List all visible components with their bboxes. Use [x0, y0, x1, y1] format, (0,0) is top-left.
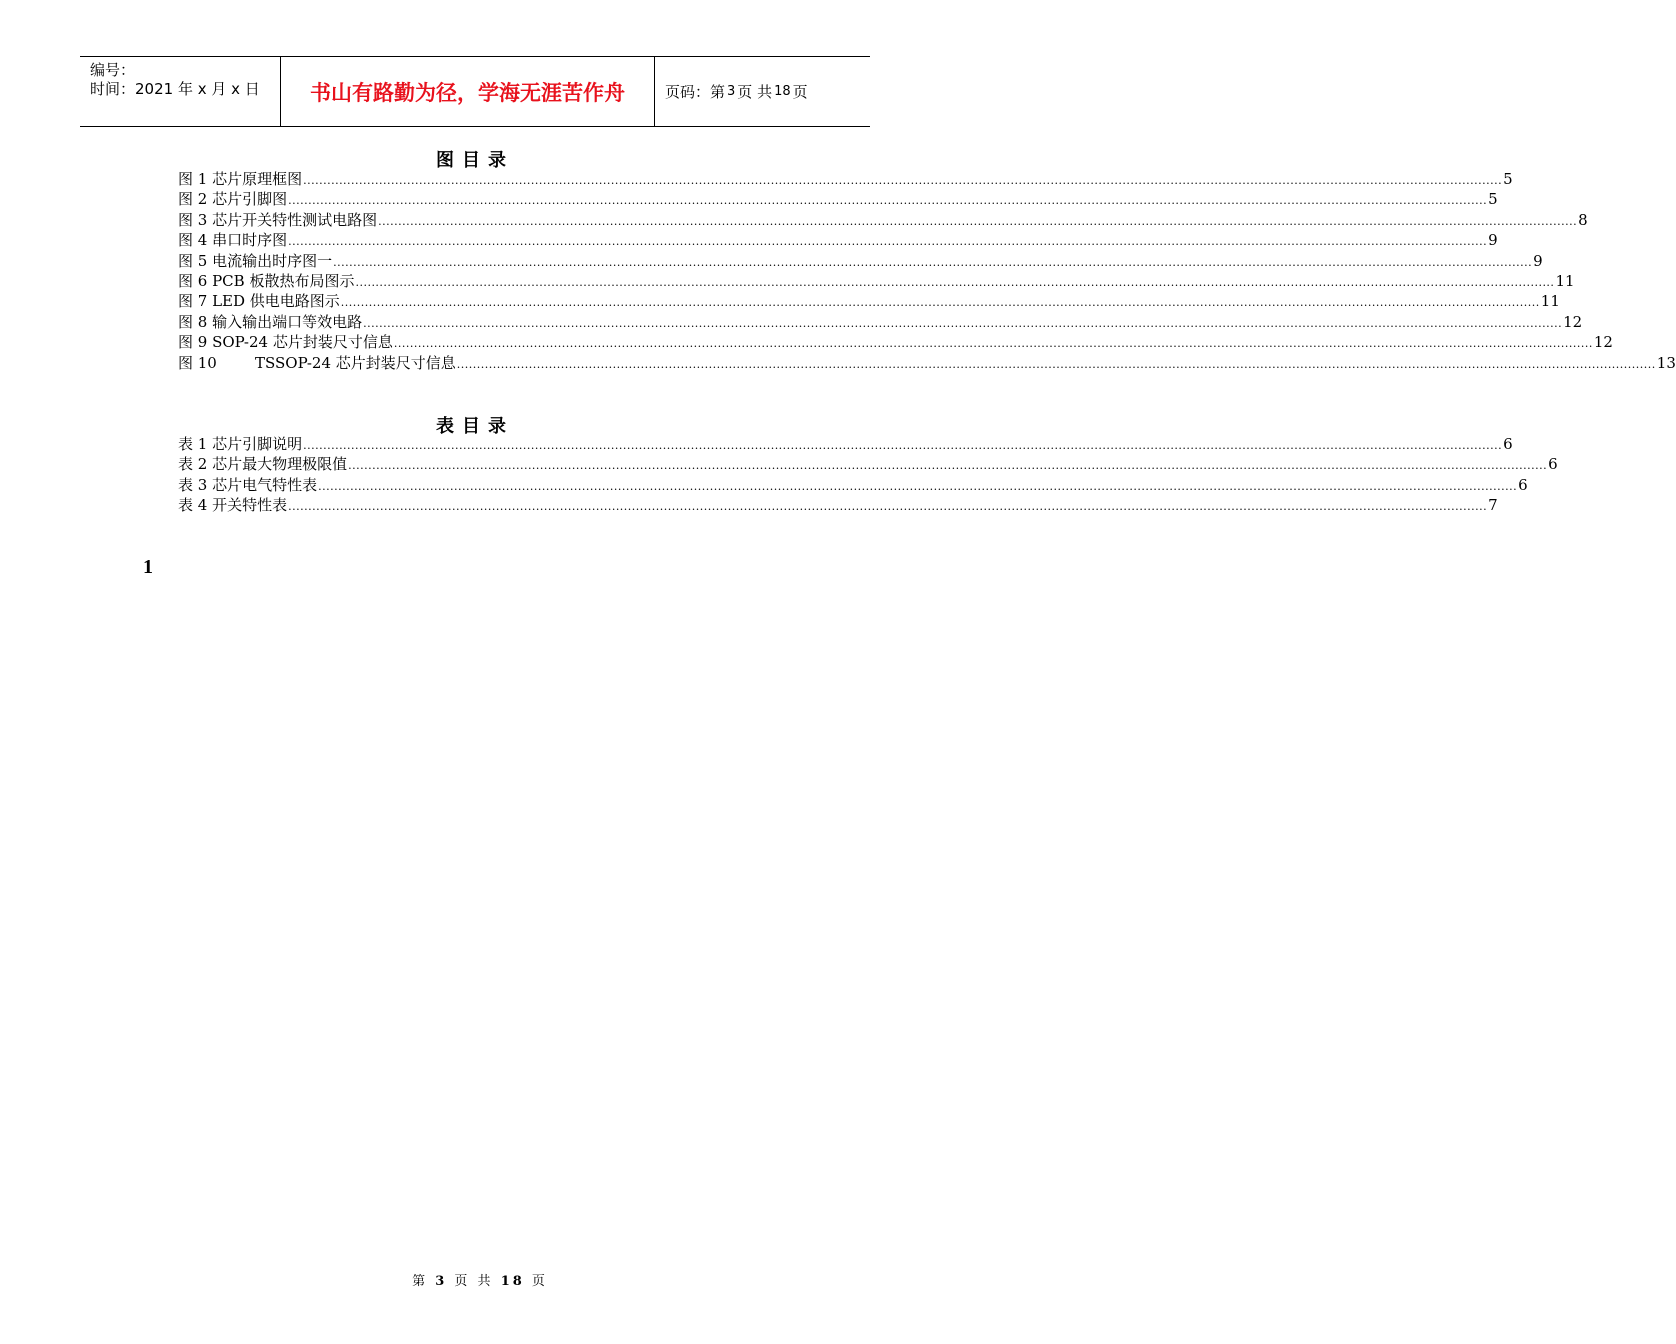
toc-entry-label: 表 3 芯片电气特性表	[178, 475, 318, 494]
toc-entry-label: 图 7 LED 供电电路图示	[178, 292, 340, 311]
footer-mid: 页 共	[454, 1274, 494, 1289]
toc-entry-label: 图 6 PCB 板散热布局图示	[178, 271, 355, 290]
footer-suffix: 页	[531, 1274, 548, 1289]
document-number-label: 编号：	[90, 61, 136, 79]
toc-entry-label: 图 4 串口时序图	[178, 231, 288, 250]
footer-page-current: 3	[435, 1274, 448, 1289]
toc-entry-page: 7	[1488, 496, 1498, 515]
toc-entry[interactable]	[178, 169, 1513, 189]
toc-entry[interactable]	[178, 230, 1498, 250]
page-header	[80, 56, 870, 127]
toc-entry[interactable]	[178, 495, 1498, 515]
toc-entry-page: 6	[1548, 455, 1558, 474]
toc-leader-dots: ............................................................................................................................................................................................................................................................................................................	[363, 316, 1563, 330]
chapter-number: 1	[143, 556, 153, 578]
header-page-info	[655, 57, 870, 126]
toc-entry-label: 图 3 芯片开关特性测试电路图	[178, 210, 378, 229]
toc-entry-page: 13	[1656, 353, 1676, 372]
header-page-prefix: 页码：第	[665, 83, 726, 101]
header-motto: 书山有路勤为径，学海无涯苦作舟	[281, 57, 655, 126]
toc-leader-dots: ............................................................................................................................................................................................................................................................................................................	[303, 174, 1503, 187]
toc-leader-dots: ............................................................................................................................................................................................................................................................................................................	[378, 214, 1578, 228]
toc-entry-label: 图 8 输入输出端口等效电路	[178, 312, 363, 331]
toc-entry[interactable]	[178, 251, 1543, 271]
toc-leader-dots: ............................................................................................................................................................................................................................................................................................................	[333, 255, 1533, 269]
toc-entry-page: 5	[1488, 190, 1498, 209]
footer-prefix: 第	[412, 1274, 429, 1289]
toc-entry-page: 8	[1578, 210, 1588, 229]
toc-entry-page: 11	[1540, 292, 1560, 311]
header-page-suffix: 页	[792, 83, 808, 101]
toc-entry[interactable]	[178, 454, 1558, 474]
toc-leader-dots: ............................................................................................................................................................................................................................................................................................................	[303, 439, 1503, 452]
toc-entry-label: 表 4 开关特性表	[178, 496, 288, 515]
document-time-label: 时间：2021 年 x 月 x 日	[90, 80, 260, 98]
toc-leader-dots: ............................................................................................................................................................................................................................................................................................................	[340, 296, 1540, 310]
toc-leader-dots: ............................................................................................................................................................................................................................................................................................................	[393, 337, 1593, 351]
toc-leader-dots: ............................................................................................................................................................................................................................................................................................................	[288, 500, 1488, 514]
page-footer	[0, 1270, 950, 1289]
toc-entry-label: 图 9 SOP-24 芯片封装尺寸信息	[178, 333, 393, 352]
table-list-title: 表目录	[436, 416, 514, 437]
toc-entry[interactable]	[178, 475, 1528, 495]
header-meta	[80, 57, 281, 126]
figure-list	[178, 169, 1676, 373]
toc-entry-page: 12	[1563, 312, 1583, 331]
toc-entry-label: 图 2 芯片引脚图	[178, 190, 288, 209]
toc-entry-page: 6	[1503, 435, 1513, 453]
toc-leader-dots: ............................................................................................................................................................................................................................................................................................................	[348, 459, 1548, 473]
toc-entry[interactable]	[178, 434, 1513, 454]
toc-entry[interactable]	[178, 312, 1583, 332]
toc-entry-page: 12	[1593, 333, 1613, 352]
toc-entry[interactable]	[178, 291, 1560, 311]
toc-entry-label: 图 10 TSSOP-24 芯片封装尺寸信息	[178, 353, 456, 372]
toc-entry-label: 表 1 芯片引脚说明	[178, 435, 303, 453]
toc-entry[interactable]	[178, 332, 1613, 352]
toc-entry-page: 9	[1533, 251, 1543, 270]
header-page-total: 18	[774, 84, 791, 99]
toc-leader-dots: ............................................................................................................................................................................................................................................................................................................	[288, 194, 1488, 208]
toc-entry[interactable]	[178, 189, 1498, 209]
table-list	[178, 434, 1558, 516]
footer-page-total: 18	[500, 1274, 525, 1289]
toc-entry-page: 9	[1488, 231, 1498, 250]
toc-leader-dots: ............................................................................................................................................................................................................................................................................................................	[288, 235, 1488, 249]
toc-entry[interactable]	[178, 353, 1676, 373]
toc-leader-dots: ............................................................................................................................................................................................................................................................................................................	[355, 275, 1555, 289]
toc-entry-label: 图 1 芯片原理框图	[178, 170, 303, 188]
toc-entry-page: 11	[1555, 271, 1575, 290]
toc-entry[interactable]	[178, 210, 1588, 230]
toc-entry-label: 表 2 芯片最大物理极限值	[178, 455, 348, 474]
toc-leader-dots: ............................................................................................................................................................................................................................................................................................................	[456, 357, 1656, 371]
toc-entry-label: 图 5 电流输出时序图一	[178, 251, 333, 270]
header-page-mid: 页 共	[737, 83, 773, 101]
toc-leader-dots: ............................................................................................................................................................................................................................................................................................................	[318, 479, 1518, 493]
toc-entry-page: 5	[1503, 170, 1513, 188]
toc-entry[interactable]	[178, 271, 1575, 291]
figure-list-title: 图目录	[436, 150, 514, 171]
header-page-current: 3	[727, 84, 736, 99]
toc-entry-page: 6	[1518, 475, 1528, 494]
